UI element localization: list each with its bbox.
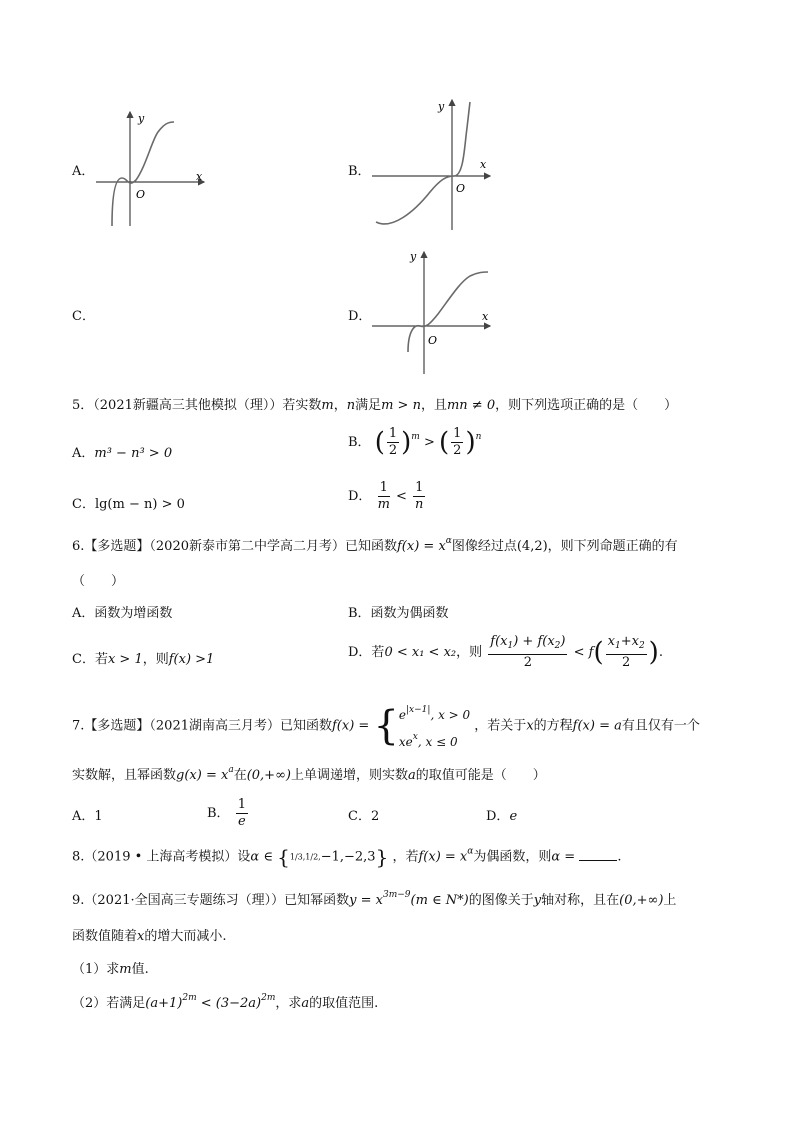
- q6-stem: 6.【多选题】（2020新泰市第二中学高二月考）已知函数$f(x) = x^\alpha$图像经过点(4,2)，则下列命题正确的有: [72, 536, 678, 554]
- q6-option-d: D．若0 < x₁ < x₂，则 $\frac{f(x_1) + f(x_2)}{2}$ < f( $\frac{x_1+x_2}{2}$ ).: [348, 634, 663, 670]
- y-axis-label: y: [438, 100, 445, 113]
- origin-label: O: [456, 182, 466, 195]
- q6-option-a: A．函数为增函数: [72, 606, 173, 621]
- q6-paren: （ ）: [72, 574, 125, 589]
- x-axis-label: x: [480, 158, 487, 171]
- answer-blank[interactable]: [579, 848, 617, 861]
- q7-option-c: C．2: [348, 809, 380, 824]
- q7-line2: 实数解，且幂函数$g(x) = x^a$在(0,+∞)上单调递增，则实数a的取值可能是（ ）: [72, 765, 546, 783]
- q9-part2: （2）若满足$(a+1)^{2m} < (3-2a)^{2m}$，求a的取值范围.: [72, 993, 379, 1011]
- graph-a-figure: [92, 106, 212, 228]
- graph-b-figure: [370, 96, 494, 234]
- graph-c-label: C．: [72, 309, 95, 324]
- y-axis-label: y: [138, 112, 145, 125]
- y-axis-label: y: [410, 250, 417, 263]
- q7-option-a: A．1: [72, 809, 103, 824]
- graph-d-label: D．: [348, 309, 372, 324]
- q7-option-b: B． $\frac{1}{e}$: [207, 797, 246, 829]
- graph-d-figure: [370, 248, 496, 376]
- graph-b-label: B．: [348, 164, 371, 179]
- q5-option-b: B． ( $\frac{1}{2}$ )$^m$ > ( $\frac{1}{2}$ )$^n$: [348, 426, 482, 458]
- q7-stem: 7.【多选题】（2021湖南高三月考）已知函数f(x) = { $e^{|x-1|}$, x > 0 $xe^x$, x ≤ 0 ，若关于x的方程f(x) = a有且仅有一个: [72, 703, 700, 749]
- x-axis-label: x: [196, 170, 203, 183]
- q5-option-c: C．lg(m − n) > 0: [72, 497, 185, 512]
- q5-stem: 5．（2021新疆高三其他模拟（理））若实数m，n满足m > n，且mn ≠ 0，则下列选项正确的是（ ）: [72, 398, 678, 413]
- x-axis-label: x: [482, 310, 489, 323]
- q6-option-c: C．若x > 1，则f(x) >1: [72, 652, 215, 667]
- q5-option-d: D． $\frac{1}{m}$ < $\frac{1}{n}$: [348, 480, 424, 512]
- q8-stem: 8.（2019 • 上海高考模拟）设α ∈ {1/3,1/2,−1,−2,3} ，若$f(x) = x^\alpha$为偶函数，则α = .: [72, 845, 622, 869]
- q9-stem: 9.（2021·全国高三专题练习（理））已知幂函数$y = x^{3m-9}(m$ ∈ N*)的图像关于y轴对称，且在(0,+∞)上: [72, 890, 677, 908]
- origin-label: O: [428, 334, 438, 347]
- origin-label: O: [136, 188, 146, 201]
- q9-line2: 函数值随着x的增大而减小.: [72, 929, 227, 944]
- graph-a-label: A．: [72, 164, 95, 179]
- q5-option-a: A．m³ − n³ > 0: [72, 446, 173, 461]
- q6-option-b: B．函数为偶函数: [348, 606, 449, 621]
- q7-option-d: D．e: [486, 809, 518, 824]
- q9-part1: （1）求m值.: [72, 962, 149, 977]
